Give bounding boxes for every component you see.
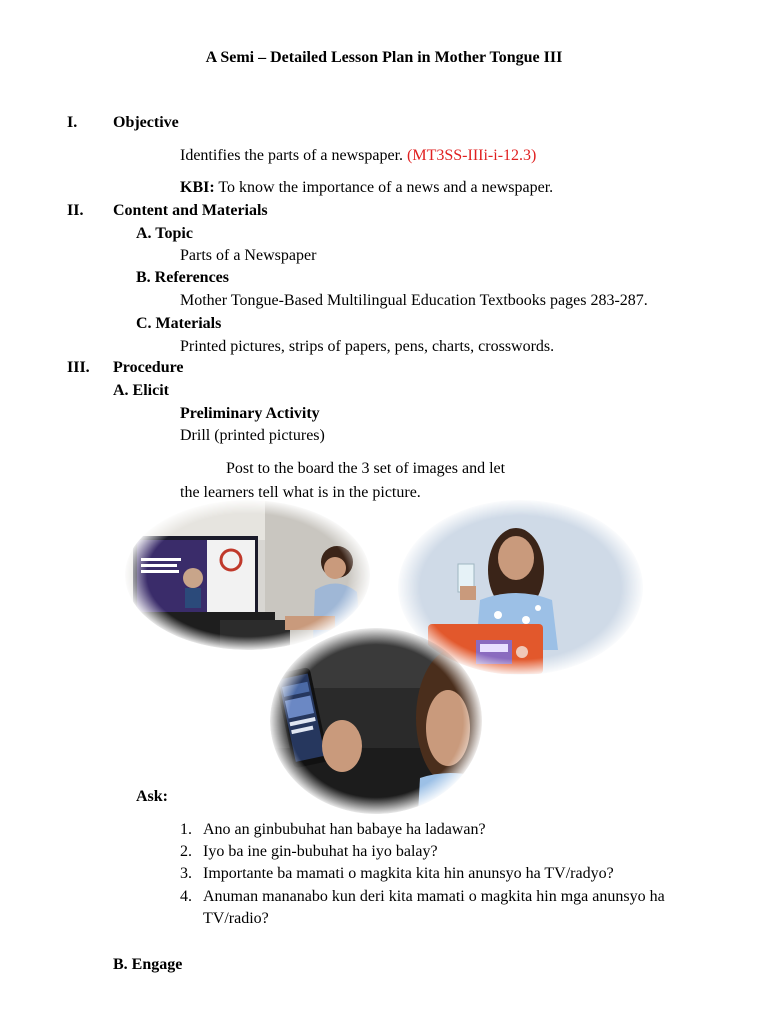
engage-label: B. Engage (113, 956, 183, 973)
question-2 (180, 842, 438, 862)
section-numeral-2: II. (67, 202, 84, 219)
kbi-line (180, 178, 553, 198)
materials-text: Printed pictures, strips of papers, pens, charts, crosswords. (180, 338, 555, 355)
question-number: 2. (180, 843, 192, 860)
question-text: Iyo ba ine gin-bubuhat ha iyo balay? (203, 843, 438, 860)
references-text: Mother Tongue-Based Multilingual Education Textbooks pages 283-287. (180, 292, 648, 309)
question-number: 3. (180, 865, 192, 882)
question-4 (180, 887, 665, 907)
materials-label: C. Materials (136, 315, 222, 332)
section-numeral-3: III. (67, 359, 90, 376)
question-number: 4. (180, 888, 192, 905)
photo-using-phone (270, 628, 482, 814)
preliminary-activity-label: Preliminary Activity (180, 405, 320, 422)
question-text: Importante ba mamati o magkita kita hin anunsyo ha TV/radyo? (203, 865, 614, 882)
topic-label: A. Topic (136, 225, 193, 242)
procedure-heading: Procedure (113, 359, 184, 376)
ask-label: Ask: (136, 788, 169, 805)
objective-line (180, 146, 536, 166)
content-heading: Content and Materials (113, 202, 268, 219)
topic-text: Parts of a Newspaper (180, 247, 317, 264)
question-text: Ano an ginbubuhat han babaye ha ladawan? (203, 821, 486, 838)
question-4-continuation: TV/radio? (203, 910, 269, 927)
objective-code: (MT3SS-IIIi-i-12.3) (407, 147, 537, 164)
kbi-label: KBI: (180, 179, 215, 196)
references-label: B. References (136, 269, 229, 286)
instruction-line-1: Post to the board the 3 set of images and let (226, 460, 506, 477)
question-text: Anuman mananabo kun deri kita mamati o magkita hin mga anunsyo ha (203, 888, 665, 905)
instruction-line-2: the learners tell what is in the picture. (180, 484, 421, 501)
objective-heading: Objective (113, 114, 179, 131)
question-3 (180, 864, 614, 884)
question-number: 1. (180, 821, 192, 838)
section-numeral-1: I. (67, 114, 78, 131)
photo-watching-tv (125, 500, 370, 650)
elicit-label: A. Elicit (113, 382, 169, 399)
question-1 (180, 820, 486, 840)
page-title: A Semi – Detailed Lesson Plan in Mother Tongue III (205, 49, 563, 66)
objective-text: Identifies the parts of a newspaper. (180, 147, 404, 164)
kbi-text: To know the importance of a news and a newspaper. (218, 179, 554, 196)
drill-text: Drill (printed pictures) (180, 427, 325, 444)
